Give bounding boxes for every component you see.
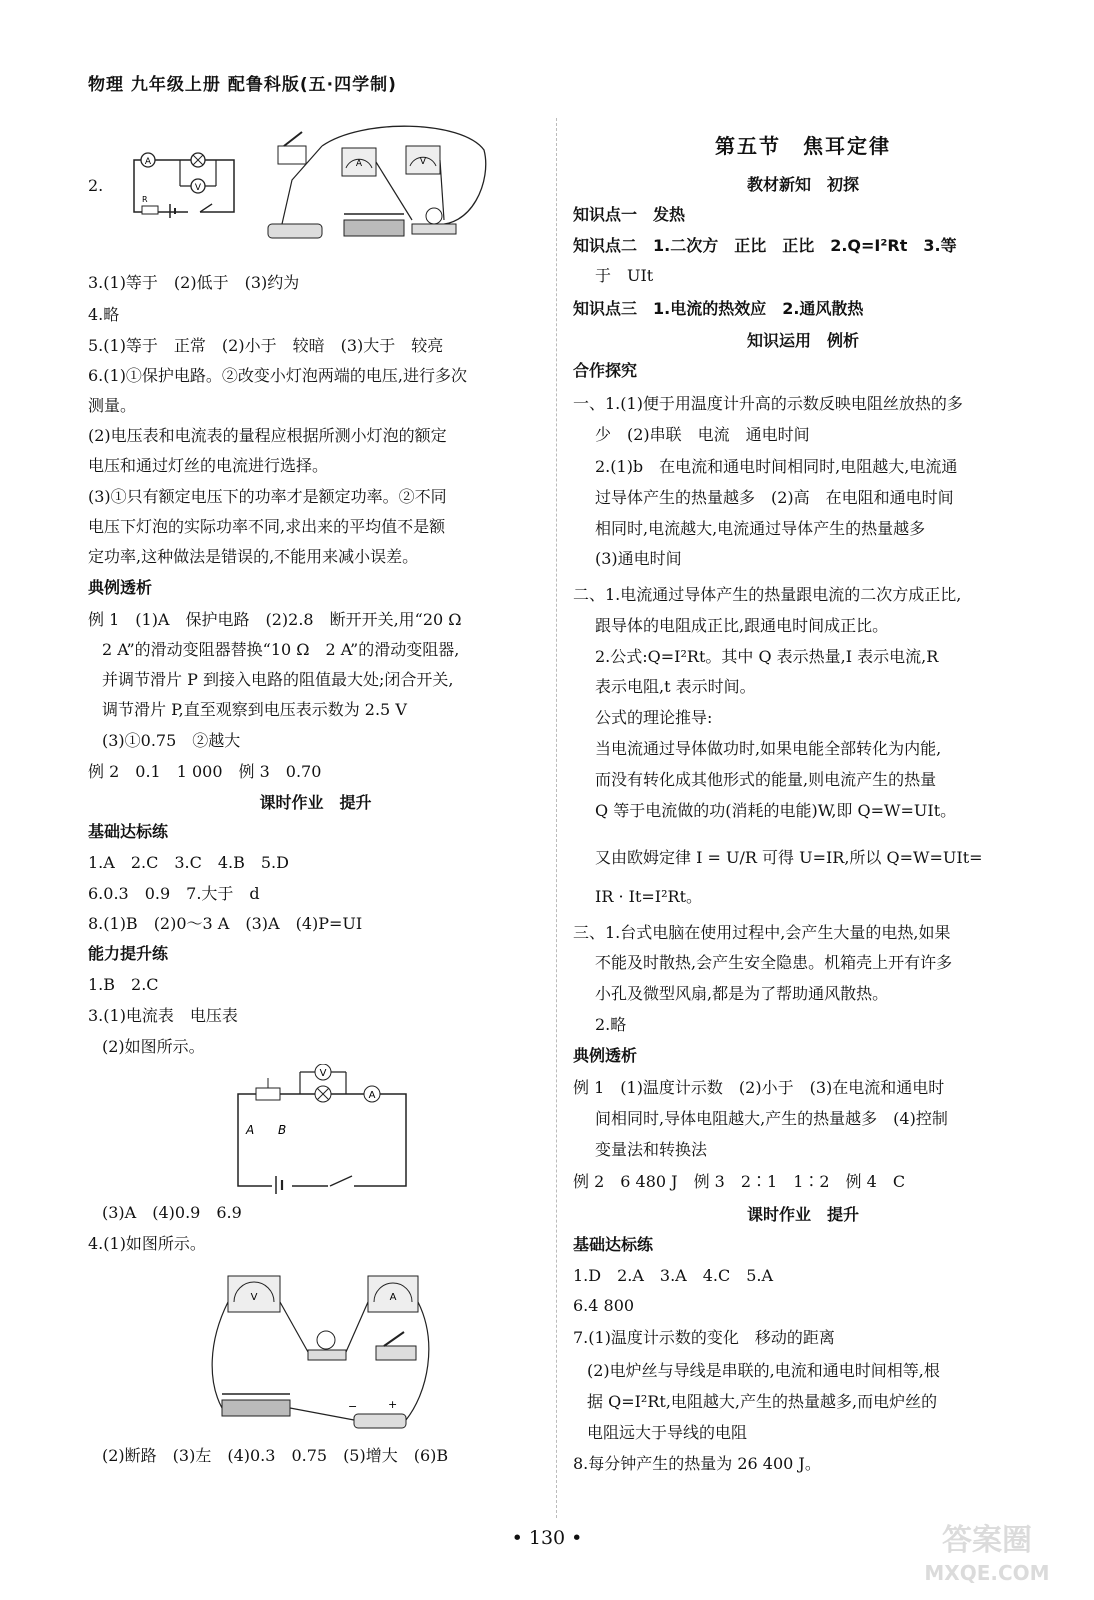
right-text-line: 例 1 (1)温度计示数 (2)小于 (3)在电流和通电时 (573, 1078, 945, 1097)
q2-meter2-label: V (419, 157, 427, 167)
right-text-line: 知识点三 1.电流的热效应 2.通风散热 (573, 299, 864, 318)
voltmeter-label: V (194, 183, 202, 193)
left-text-line: 基础达标练 (88, 822, 169, 841)
right-text-line: 知识运用 例析 (746, 331, 859, 350)
battery-minus-label: − (348, 1400, 358, 1413)
left-text-line: 8.(1)B (2)0～3 A (3)A (4)P=UI (88, 914, 363, 933)
right-text-line: 知识点二 1.二次方 正比 正比 2.Q=I²Rt 3.等 (573, 236, 957, 255)
left-text-line: 电压下灯泡的实际功率不同,求出来的平均值不是额 (88, 517, 446, 536)
ammeter-label: A (144, 157, 152, 167)
right-text-line: 8.每分钟产生的热量为 26 400 J。 (573, 1454, 821, 1473)
right-text-line: 2.略 (595, 1015, 627, 1034)
right-text-line: 而没有转化成其他形式的能量,则电流产生的热量 (595, 770, 937, 789)
right-text-line: 据 Q=I²Rt,电阻越大,产生的热量越多,而电炉丝的 (587, 1392, 938, 1411)
terminal-a-label: A (246, 1123, 255, 1137)
left-text-line: (2)如图所示。 (102, 1037, 205, 1056)
right-text-line: 公式的理论推导: (595, 708, 713, 727)
circuit-diagram-q3 (232, 1064, 412, 1194)
left-text-line: 1.B 2.C (88, 975, 159, 994)
right-text-line: 变量法和转换法 (595, 1140, 708, 1159)
left-text-line: 例 2 0.1 1 000 例 3 0.70 (88, 762, 322, 781)
right-text-line: 少 (2)串联 电流 通电时间 (595, 425, 810, 444)
right-text-line: (2)电炉丝与导线是串联的,电流和通电时间相等,根 (587, 1361, 940, 1380)
page-number: • 130 • (511, 1527, 583, 1549)
right-text-line: 知识点一 发热 (573, 205, 686, 224)
right-text-line: 不能及时散热,会产生安全隐患。机箱壳上开有许多 (595, 953, 953, 972)
left-text-line: 6.(1)①保护电路。②改变小灯泡两端的电压,进行多次 (88, 366, 468, 385)
right-text-line: 一、1.(1)便于用温度计升高的示数反映电阻丝放热的多 (573, 394, 963, 413)
q3-ammeter-label: A (368, 1090, 376, 1101)
right-text-line: 课时作业 提升 (746, 1205, 859, 1224)
right-text-line: 2.(1)b 在电流和通电时间相同时,电阻越大,电流通 (595, 457, 958, 476)
left-text-line: 6.0.3 0.9 7.大于 d (88, 884, 260, 903)
circuit-diagram-q2 (128, 148, 240, 220)
left-text-line: 2. (88, 176, 104, 195)
left-text-line: 典例透析 (88, 578, 153, 597)
right-text-line: 又由欧姆定律 I = U/R 可得 U=IR,所以 Q=W=UIt= (595, 848, 983, 867)
left-text-line: 2 A”的滑动变阻器替换“10 Ω 2 A”的滑动变阻器, (102, 640, 460, 659)
left-text-line: 课时作业 提升 (259, 793, 372, 812)
left-text-line: 5.(1)等于 正常 (2)小于 较暗 (3)大于 较亮 (88, 336, 444, 355)
right-text-line: Q 等于电流做的功(消耗的电能)W,即 Q=W=UIt。 (595, 801, 957, 820)
svg-text:答案圈: 答案圈 (942, 1523, 1032, 1558)
right-text-line: (3)通电时间 (595, 549, 682, 568)
left-text-line: (3)①只有额定电压下的功率才是额定功率。②不同 (88, 487, 447, 506)
right-text-line: 典例透析 (573, 1046, 638, 1065)
watermark-logo (902, 1510, 1072, 1590)
right-text-line: 2.公式:Q=I²Rt。其中 Q 表示热量,I 表示电流,R (595, 647, 939, 666)
left-text-line: (2)电压表和电流表的量程应根据所测小灯泡的额定 (88, 426, 447, 445)
left-text-line: 例 1 (1)A 保护电路 (2)2.8 断开开关,用“20 Ω (88, 610, 462, 629)
left-text-line: 定功率,这种做法是错误的,不能用来减小误差。 (88, 547, 419, 566)
left-text-line: (3)①0.75 ②越大 (102, 731, 241, 750)
q4-ammeter-label: A (389, 1292, 397, 1303)
q4-voltmeter-label: V (250, 1292, 258, 1303)
left-text-line: 3.(1)电流表 电压表 (88, 1006, 238, 1025)
left-text-line: 4.(1)如图所示。 (88, 1234, 206, 1253)
right-text-line: 间相同时,导体电阻越大,产生的热量越多 (4)控制 (595, 1109, 948, 1128)
left-text-line: 3.(1)等于 (2)低于 (3)约为 (88, 273, 300, 292)
right-text-line: 6.4 800 (573, 1296, 635, 1315)
left-text-line: 1.A 2.C 3.C 4.B 5.D (88, 853, 289, 872)
left-text-line: (2)断路 (3)左 (4)0.3 0.75 (5)增大 (6)B (102, 1446, 449, 1465)
svg-text:MXQE.COM: MXQE.COM (924, 1561, 1050, 1585)
left-text-line: 4.略 (88, 305, 120, 324)
page-header: 物理 九年级上册 配鲁科版(五·四学制) (88, 75, 397, 95)
right-text-line: 1.D 2.A 3.A 4.C 5.A (573, 1266, 774, 1285)
left-text-line: 能力提升练 (88, 944, 169, 963)
right-text-line: 当电流通过导体做功时,如果电能全部转化为内能, (595, 739, 942, 758)
physical-circuit-q4 (208, 1262, 438, 1440)
left-text-line: 调节滑片 P,直至观察到电压表示数为 2.5 V (102, 700, 407, 719)
right-text-line: 于 UIt (595, 266, 654, 285)
right-text-line: 小孔及微型风扇,都是为了帮助通风散热。 (595, 984, 889, 1003)
right-text-line: 教材新知 初探 (746, 175, 859, 194)
right-text-line: IR · It=I²Rt。 (595, 887, 702, 906)
rheostat-label: R (142, 195, 148, 204)
q3-voltmeter-label: V (319, 1068, 327, 1079)
right-text-line: 合作探究 (573, 361, 638, 380)
column-divider (556, 118, 557, 1518)
left-text-line: 并调节滑片 P 到接入电路的阻值最大处;闭合开关, (102, 670, 454, 689)
right-text-line: 过导体产生的热量越多 (2)高 在电阻和通电时间 (595, 488, 954, 507)
section-title: 第五节 焦耳定律 (715, 134, 891, 158)
physical-circuit-q2 (262, 120, 490, 248)
right-text-line: 电阻远大于导线的电阻 (587, 1423, 748, 1442)
terminal-b-label: B (278, 1123, 287, 1137)
right-text-line: 相同时,电流越大,电流通过导体产生的热量越多 (595, 519, 926, 538)
right-text-line: 表示电阻,t 表示时间。 (595, 677, 756, 696)
right-text-line: 二、1.电流通过导体产生的热量跟电流的二次方成正比, (573, 585, 962, 604)
left-text-line: (3)A (4)0.9 6.9 (102, 1203, 242, 1222)
right-text-line: 例 2 6 480 J 例 3 2∶1 1∶2 例 4 C (573, 1172, 906, 1191)
q2-meter1-label: A (355, 159, 363, 169)
left-text-line: 电压和通过灯丝的电流进行选择。 (88, 456, 329, 475)
right-text-line: 基础达标练 (573, 1235, 654, 1254)
right-text-line: 7.(1)温度计示数的变化 移动的距离 (573, 1328, 835, 1347)
right-text-line: 三、1.台式电脑在使用过程中,会产生大量的电热,如果 (573, 923, 951, 942)
battery-plus-label: + (388, 1398, 398, 1411)
right-text-line: 跟导体的电阻成正比,跟通电时间成正比。 (595, 616, 889, 635)
left-text-line: 测量。 (88, 396, 137, 415)
